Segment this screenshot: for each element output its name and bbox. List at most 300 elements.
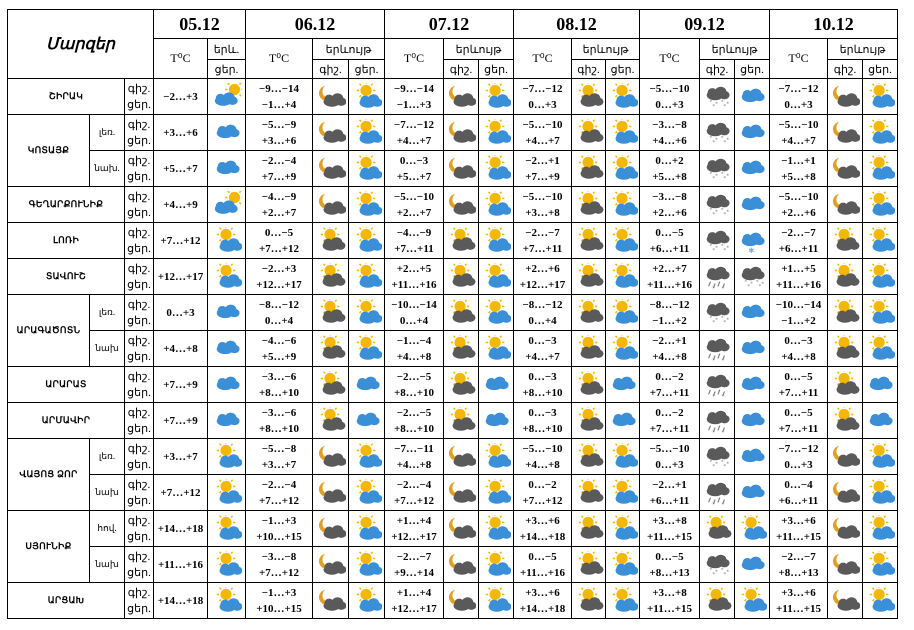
sun-cloud-icon — [481, 299, 511, 327]
sun-cloud-icon — [865, 227, 895, 255]
sun-cloud-icon — [608, 443, 638, 471]
temp-value: −8…−12 0…+4 — [246, 295, 313, 331]
temp-value: 0…−5 +8…+13 — [640, 547, 700, 583]
table-row — [8, 583, 898, 619]
dark-cloud-icon — [574, 83, 604, 111]
temp-value: −2…+3 — [154, 79, 208, 115]
phenomena-header: երևույթ — [828, 39, 898, 60]
cloud-icon — [737, 479, 767, 507]
day-label: ցեր. — [349, 60, 385, 79]
svg-text:*: * — [712, 571, 716, 578]
svg-text:*: * — [726, 316, 730, 323]
region-name: ԱՐԱՐԱՏ — [8, 367, 125, 403]
snow-cloud-icon — [702, 551, 732, 579]
moon-cloud-icon — [316, 479, 346, 507]
subregion-label: նախ — [90, 547, 125, 583]
cloud-sun-icon — [212, 191, 242, 219]
svg-text:*: * — [712, 103, 716, 110]
dark-cloud-icon — [574, 551, 604, 579]
temp-value: −5…−9 +3…+6 — [246, 115, 313, 151]
svg-text:*: * — [721, 501, 725, 507]
moon-cloud-icon — [446, 191, 476, 219]
temp-value: −7…−11 +4…+8 — [385, 439, 444, 475]
subregion-label: լեռ. — [90, 115, 125, 151]
svg-text:*: * — [744, 279, 748, 286]
sun-cloud-icon — [352, 515, 382, 543]
cloud-icon — [737, 191, 767, 219]
svg-text:*: * — [761, 280, 765, 287]
moon-cloud-icon — [830, 119, 860, 147]
temp-value: +3…+6 +14…+18 — [514, 511, 572, 547]
sun-cloud-icon — [481, 515, 511, 543]
table-row — [8, 367, 898, 403]
table-row — [8, 511, 898, 547]
date-header: 07.12 — [385, 10, 514, 39]
svg-text:*: * — [709, 315, 713, 322]
night-day-label: գիշ. ցեր. — [125, 331, 154, 367]
svg-text:*: * — [721, 285, 725, 291]
dark-cloud-icon — [830, 335, 860, 363]
moon-cloud-icon — [446, 479, 476, 507]
svg-text:*: * — [709, 243, 713, 250]
night-day-label: գիշ. ցեր. — [125, 439, 154, 475]
svg-text:*: * — [720, 99, 724, 106]
subregion-label: լեռ. — [90, 295, 125, 331]
temp-value: −9…−14 −1…+3 — [385, 79, 444, 115]
sun-cloud-icon — [212, 587, 242, 615]
phenomena-header: երևույթ — [700, 39, 770, 60]
dark-cloud-icon — [574, 155, 604, 183]
temp-value: −7…−12 +4…+7 — [385, 115, 444, 151]
sun-cloud-icon — [481, 479, 511, 507]
sun-cloud-icon — [865, 551, 895, 579]
svg-text:*: * — [755, 279, 759, 286]
rain-cloud-icon — [702, 407, 732, 435]
day-label: ցեր. — [735, 60, 770, 79]
subregion-label: նախ. — [90, 151, 125, 187]
sun-cloud-icon — [865, 191, 895, 219]
temp-value: +2…+5 +11…+16 — [385, 259, 444, 295]
night-day-label: գիշ. ցեր. — [125, 583, 154, 619]
svg-text:*: * — [723, 571, 727, 578]
temp-value: −1…+3 +10…+15 — [246, 511, 313, 547]
temp-value: −3…−6 +8…+10 — [246, 403, 313, 439]
sun-cloud-icon — [737, 587, 767, 615]
sun-cloud-icon — [481, 551, 511, 579]
temp-value: 0…−4 +6…+11 — [770, 475, 828, 511]
snow-cloud-icon — [702, 83, 732, 111]
region-name: ԼՈՌԻ — [8, 223, 125, 259]
svg-text:*: * — [712, 393, 716, 399]
temp-value: +3…+8 +11…+15 — [640, 583, 700, 619]
sun-cloud-icon — [865, 335, 895, 363]
sun-cloud-icon — [608, 299, 638, 327]
temp-value: 0…−5 +7…+11 — [770, 403, 828, 439]
cloud-icon — [737, 83, 767, 111]
sun-cloud-icon — [481, 155, 511, 183]
sun-cloud-icon — [352, 479, 382, 507]
snow-cloud-icon — [702, 299, 732, 327]
dark-cloud-icon — [316, 299, 346, 327]
table-row — [8, 439, 898, 475]
svg-text:*: * — [709, 567, 713, 574]
sun-cloud-icon — [865, 443, 895, 471]
temp-value: +7…+9 — [154, 403, 208, 439]
sun-cloud-icon — [212, 443, 242, 471]
svg-text:*: * — [715, 172, 718, 179]
sun-cloud-icon — [865, 263, 895, 291]
temp-value: −4…−9 +7…+11 — [385, 223, 444, 259]
temp-value: −2…−5 +8…+10 — [385, 403, 444, 439]
phenomena-header: երև. — [208, 39, 246, 60]
temp-value: −2…+1 +7…+9 — [514, 151, 572, 187]
dark-cloud-icon — [702, 587, 732, 615]
region-name: ԱՐՄԱՎԻՐ — [8, 403, 125, 439]
sun-cloud-icon — [608, 155, 638, 183]
svg-text:*: * — [726, 568, 730, 575]
svg-text:*: * — [720, 459, 724, 466]
table-row — [8, 259, 898, 295]
temp-value: −7…−12 0…+3 — [514, 79, 572, 115]
sun-cloud-icon — [481, 335, 511, 363]
temp-header: T⁰C — [514, 39, 572, 79]
dark-cloud-icon — [316, 227, 346, 255]
moon-cloud-icon — [316, 83, 346, 111]
svg-text:✱: ✱ — [748, 245, 755, 255]
table-row — [8, 115, 898, 151]
region-name: ՎԱՅՈՑ ՁՈՐ — [8, 439, 90, 511]
moon-cloud-icon — [830, 155, 860, 183]
temp-value: −1…+3 +10…+15 — [246, 583, 313, 619]
date-header: 08.12 — [514, 10, 640, 39]
temp-value: −10…−14 −1…+2 — [770, 295, 828, 331]
sun-cloud-icon — [352, 443, 382, 471]
dark-cloud-icon — [446, 371, 476, 399]
table-row — [8, 547, 898, 583]
day-label: ցեր. — [208, 60, 246, 79]
temp-value: +1…+4 +12…+17 — [385, 583, 444, 619]
moon-cloud-icon — [446, 551, 476, 579]
temp-value: −2…−4 +7…+12 — [385, 475, 444, 511]
temp-value: −2…−7 +8…+13 — [770, 547, 828, 583]
svg-text:*: * — [723, 247, 727, 254]
day-label: ցեր. — [606, 60, 640, 79]
dark-cloud-icon — [446, 407, 476, 435]
table-row — [8, 475, 898, 511]
temp-value: 0…−3 +8…+10 — [514, 403, 572, 439]
table-row — [8, 403, 898, 439]
temp-value: +7…+9 — [154, 367, 208, 403]
sun-cloud-icon — [608, 119, 638, 147]
cloud-icon — [352, 371, 382, 399]
region-name: ՏԱՎՈՒՇ — [8, 259, 125, 295]
dark-cloud-icon — [574, 443, 604, 471]
night-label: գիշ. — [444, 60, 479, 79]
temp-value: +3…+8 +11…+15 — [640, 511, 700, 547]
temp-value: 0…−5 +7…+12 — [246, 223, 313, 259]
temp-value: −3…−8 +2…+6 — [640, 187, 700, 223]
night-label: գիշ. — [828, 60, 863, 79]
svg-text:*: * — [721, 393, 725, 399]
cloud-icon — [212, 407, 242, 435]
snowflake-icon — [737, 227, 767, 255]
svg-text:*: * — [709, 171, 713, 178]
sun-cloud-icon — [865, 155, 895, 183]
dark-cloud-icon — [316, 407, 346, 435]
night-day-label: գիշ. ցեր. — [125, 511, 154, 547]
region-name: ԱՐՑԱԽ — [8, 583, 125, 619]
sun-cloud-icon — [865, 515, 895, 543]
svg-text:*: * — [720, 243, 724, 250]
temp-value: +5…+7 — [154, 151, 208, 187]
temp-value: +4…+9 — [154, 187, 208, 223]
moon-cloud-icon — [830, 551, 860, 579]
dark-cloud-icon — [574, 119, 604, 147]
svg-text:*: * — [712, 501, 716, 507]
svg-text:*: * — [721, 357, 725, 363]
moon-cloud-icon — [316, 587, 346, 615]
svg-text:*: * — [709, 207, 713, 214]
temp-value: −2…+1 +4…+8 — [640, 331, 700, 367]
sun-cloud-icon — [352, 155, 382, 183]
svg-text:*: * — [709, 99, 713, 106]
moon-cloud-icon — [316, 515, 346, 543]
temp-value: −4…−9 +2…+7 — [246, 187, 313, 223]
svg-text:*: * — [712, 285, 716, 291]
temp-value: 0…−5 +11…+16 — [514, 547, 572, 583]
temp-value: +1…+4 +12…+17 — [385, 511, 444, 547]
night-day-label: գիշ. ցեր. — [125, 367, 154, 403]
svg-text:*: * — [723, 139, 727, 146]
night-day-label: գիշ. ցեր. — [125, 475, 154, 511]
rain-cloud-icon — [702, 479, 732, 507]
moon-cloud-icon — [830, 587, 860, 615]
cloud-icon — [737, 155, 767, 183]
temp-header: T⁰C — [770, 39, 828, 79]
table-row — [8, 331, 898, 367]
temp-value: +2…+6 +12…+17 — [514, 259, 572, 295]
temp-value: +3…+6 +14…+18 — [514, 583, 572, 619]
night-day-label: գիշ. ցեր. — [125, 79, 154, 115]
cloud-icon — [481, 407, 511, 435]
temp-value: +11…+16 — [154, 547, 208, 583]
cloud-icon — [212, 155, 242, 183]
table-row — [8, 79, 898, 115]
snow-cloud-icon — [702, 191, 732, 219]
moon-cloud-icon — [830, 83, 860, 111]
cloud-icon — [608, 371, 638, 399]
temp-value: −9…−14 −1…+4 — [246, 79, 313, 115]
svg-text:*: * — [720, 135, 724, 142]
svg-text:*: * — [726, 208, 730, 215]
temp-value: −2…−4 +7…+12 — [246, 475, 313, 511]
temp-value: −2…+3 +12…+17 — [246, 259, 313, 295]
sun-cloud-icon — [352, 119, 382, 147]
temp-value: −1…−4 +4…+8 — [385, 331, 444, 367]
sun-cloud-icon — [352, 227, 382, 255]
svg-text:*: * — [712, 139, 716, 146]
svg-text:*: * — [715, 100, 718, 107]
temp-value: −5…−10 +4…+7 — [514, 115, 572, 151]
temp-value: −5…−10 +3…+8 — [514, 187, 572, 223]
svg-text:*: * — [715, 244, 718, 251]
dark-cloud-icon — [830, 227, 860, 255]
phenomena-header: երևույթ — [572, 39, 640, 60]
sun-cloud-icon — [608, 587, 638, 615]
snow-cloud-icon — [702, 443, 732, 471]
dark-cloud-icon — [574, 227, 604, 255]
moon-cloud-icon — [446, 587, 476, 615]
svg-text:*: * — [712, 175, 716, 182]
sun-cloud-icon — [481, 263, 511, 291]
dark-cloud-icon — [830, 299, 860, 327]
region-name: ԿՈՏԱՅՔ — [8, 115, 90, 187]
snow-cloud-icon — [737, 263, 767, 291]
dark-cloud-icon — [316, 371, 346, 399]
dark-cloud-icon — [702, 515, 732, 543]
cloud-icon — [608, 407, 638, 435]
region-name: ՇԻՐԱԿ — [8, 79, 125, 115]
temp-value: 0…−2 +7…+11 — [640, 403, 700, 439]
region-name: ԳԵՂԱՐՔՈՒՆԻՔ — [8, 187, 125, 223]
sun-cloud-icon — [481, 119, 511, 147]
sun-cloud-icon — [352, 191, 382, 219]
sun-cloud-icon — [352, 551, 382, 579]
date-header: 10.12 — [770, 10, 898, 39]
temp-value: +14…+18 — [154, 511, 208, 547]
temp-value: −2…+1 +6…+11 — [640, 475, 700, 511]
moon-cloud-icon — [316, 155, 346, 183]
night-label: գիշ. — [700, 60, 735, 79]
temp-header: T⁰C — [246, 39, 313, 79]
cloud-icon — [212, 371, 242, 399]
svg-text:*: * — [709, 135, 713, 142]
svg-text:*: * — [709, 459, 713, 466]
svg-text:*: * — [712, 429, 716, 435]
dark-cloud-icon — [574, 299, 604, 327]
moon-cloud-icon — [316, 191, 346, 219]
snow-cloud-icon — [702, 119, 732, 147]
moon-cloud-icon — [446, 515, 476, 543]
cloud-icon — [865, 371, 895, 399]
svg-text:*: * — [712, 247, 716, 254]
sun-cloud-icon — [352, 83, 382, 111]
sun-cloud-icon — [481, 587, 511, 615]
night-day-label: գիշ. ցեր. — [125, 187, 154, 223]
temp-value: −2…−7 +9…+14 — [385, 547, 444, 583]
svg-text:*: * — [712, 319, 716, 326]
svg-text:*: * — [750, 280, 753, 287]
moon-cloud-icon — [446, 155, 476, 183]
night-day-label: գիշ. ցեր. — [125, 295, 154, 331]
cloud-icon — [737, 371, 767, 399]
night-day-label: գիշ. ցեր. — [125, 259, 154, 295]
cloud-icon — [737, 335, 767, 363]
cloud-icon — [865, 407, 895, 435]
night-day-label: գիշ. ցեր. — [125, 115, 154, 151]
temp-value: −5…−10 +4…+8 — [514, 439, 572, 475]
svg-text:*: * — [723, 463, 727, 470]
sun-cloud-icon — [481, 443, 511, 471]
dark-cloud-icon — [574, 479, 604, 507]
moon-cloud-icon — [830, 515, 860, 543]
date-header: 09.12 — [640, 10, 770, 39]
temp-value: −8…−12 −1…+2 — [640, 295, 700, 331]
temp-value: +7…+12 — [154, 223, 208, 259]
dark-cloud-icon — [446, 263, 476, 291]
svg-text:*: * — [723, 211, 727, 218]
night-label: գիշ. — [313, 60, 349, 79]
temp-value: −3…−8 +4…+6 — [640, 115, 700, 151]
temp-value: −2…−7 +7…+11 — [514, 223, 572, 259]
moon-cloud-icon — [830, 443, 860, 471]
sun-cloud-icon — [608, 263, 638, 291]
cloud-sun-icon — [212, 83, 242, 111]
dark-cloud-icon — [574, 587, 604, 615]
moon-cloud-icon — [316, 551, 346, 579]
subregion-label: հով. — [90, 511, 125, 547]
date-header: 06.12 — [246, 10, 385, 39]
temp-value: 0…−3 +4…+8 — [770, 331, 828, 367]
temp-value: +3…+7 — [154, 439, 208, 475]
svg-text:*: * — [715, 208, 718, 215]
cloud-icon — [737, 443, 767, 471]
temp-value: −10…−14 0…+4 — [385, 295, 444, 331]
svg-text:*: * — [726, 136, 730, 143]
temp-value: +2…+7 +11…+16 — [640, 259, 700, 295]
temp-value: −2…−4 +7…+9 — [246, 151, 313, 187]
sun-cloud-icon — [352, 587, 382, 615]
temp-value: +14…+18 — [154, 583, 208, 619]
svg-text:*: * — [747, 283, 751, 290]
temp-value: −2…−7 +6…+11 — [770, 223, 828, 259]
rain-cloud-icon — [702, 335, 732, 363]
sun-cloud-icon — [608, 479, 638, 507]
dark-cloud-icon — [316, 335, 346, 363]
temp-value: 0…−2 +7…+11 — [640, 367, 700, 403]
sun-cloud-icon — [608, 83, 638, 111]
sun-cloud-icon — [865, 479, 895, 507]
subregion-label: նախ — [90, 331, 125, 367]
temp-value: +3…+6 — [154, 115, 208, 151]
sun-cloud-icon — [481, 83, 511, 111]
cloud-icon — [737, 299, 767, 327]
dark-cloud-icon — [446, 335, 476, 363]
temp-value: +1…+5 +11…+16 — [770, 259, 828, 295]
temp-value: +4…+8 — [154, 331, 208, 367]
temp-value: −5…−10 0…+3 — [640, 439, 700, 475]
dark-cloud-icon — [830, 263, 860, 291]
dark-cloud-icon — [574, 263, 604, 291]
temp-value: −5…−10 +2…+7 — [385, 187, 444, 223]
night-day-label: գիշ. ցեր. — [125, 403, 154, 439]
svg-text:*: * — [726, 460, 730, 467]
temp-value: 0…−5 +6…+11 — [640, 223, 700, 259]
cloud-icon — [212, 335, 242, 363]
svg-text:*: * — [712, 357, 716, 363]
phenomena-header: երևույթ — [444, 39, 514, 60]
temp-value: −4…−6 +5…+9 — [246, 331, 313, 367]
svg-text:*: * — [723, 175, 727, 182]
sun-cloud-icon — [865, 587, 895, 615]
region-name: ԱՐԱԳԱԾՈՏՆ — [8, 295, 90, 367]
sun-cloud-icon — [865, 119, 895, 147]
temp-value: −3…−8 +7…+12 — [246, 547, 313, 583]
svg-text:*: * — [720, 171, 724, 178]
svg-text:*: * — [712, 211, 716, 218]
cloud-icon — [212, 299, 242, 327]
night-day-label: գիշ. ցեր. — [125, 547, 154, 583]
